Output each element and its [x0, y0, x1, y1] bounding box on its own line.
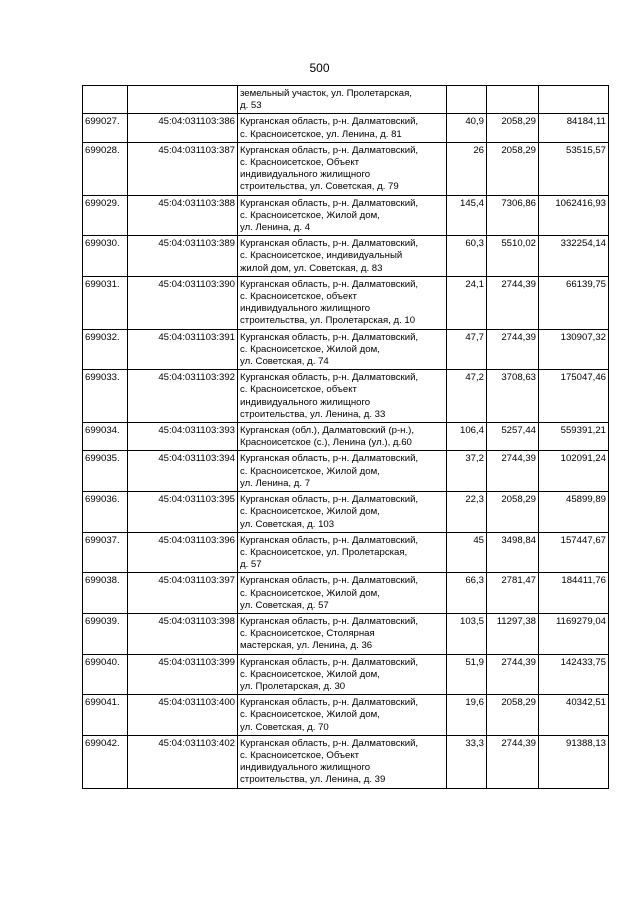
- unit-value-cell: 2058,29: [487, 142, 539, 195]
- address-cell: [238, 492, 447, 533]
- cadastral-value-cell: 45899,89: [539, 492, 609, 533]
- unit-value-cell: 2058,29: [487, 695, 539, 736]
- unit-value-cell: 2058,29: [487, 114, 539, 142]
- address-line: с. Красноисетское, Жилой дом,: [240, 587, 380, 599]
- area-cell: 51,9: [447, 654, 487, 695]
- unit-value-cell: 5257,44: [487, 423, 539, 451]
- cadastral-value-cell: 84184,11: [539, 114, 609, 142]
- address-line: Курганская (обл.), Далматовский (р-н.),: [240, 425, 415, 437]
- cadastral-value-cell: 332254,14: [539, 236, 609, 277]
- unit-value-cell: 2744,39: [487, 654, 539, 695]
- row-number-cell: [83, 86, 128, 114]
- address-line: индивидуального жилищного: [240, 762, 371, 774]
- address-line: с. Красноисетское, Жилой дом,: [240, 709, 380, 721]
- address-line: Курганская область, р-н. Далматовский,: [240, 534, 419, 546]
- cadastral-value-cell: 1169279,04: [539, 613, 609, 654]
- address-line: ул. Советская, д. 57: [240, 599, 329, 611]
- address-line: индивидуального жилищного: [240, 303, 371, 315]
- cadastral-table: [82, 85, 609, 789]
- unit-value-cell: [487, 86, 539, 114]
- address-cell: [238, 142, 447, 195]
- cadastral-number-cell: 45:04:031103:393: [128, 423, 238, 451]
- cadastral-value-cell: 175047,46: [539, 370, 609, 423]
- cadastral-number-cell: [128, 86, 238, 114]
- address-line: индивидуального жилищного: [240, 169, 371, 181]
- cadastral-number-cell: 45:04:031103:402: [128, 735, 238, 788]
- table-row: [83, 573, 609, 614]
- address-line: с. Красноисетское, Объект: [240, 157, 360, 169]
- table-row: [83, 492, 609, 533]
- table-row: [83, 532, 609, 573]
- cadastral-number-cell: 45:04:031103:399: [128, 654, 238, 695]
- address-line: Курганская область, р-н. Далматовский,: [240, 575, 419, 587]
- cadastral-number-cell: 45:04:031103:394: [128, 451, 238, 492]
- page-number: 500: [309, 61, 330, 75]
- table-row: [83, 114, 609, 142]
- row-number-cell: 699027.: [83, 114, 128, 142]
- unit-value-cell: 3498,84: [487, 532, 539, 573]
- address-cell: [238, 654, 447, 695]
- address-cell: [238, 114, 447, 142]
- address-line: Курганская область, р-н. Далматовский,: [240, 238, 419, 250]
- address-line: Курганская область, р-н. Далматовский,: [240, 278, 419, 290]
- cadastral-number-cell: 45:04:031103:387: [128, 142, 238, 195]
- cadastral-number-cell: 45:04:031103:395: [128, 492, 238, 533]
- address-line: с. Красноисетское, индивидуальный: [240, 250, 403, 262]
- unit-value-cell: 2744,39: [487, 735, 539, 788]
- area-cell: 40,9: [447, 114, 487, 142]
- area-cell: 145,4: [447, 195, 487, 236]
- address-line: с. Красноисетское, Жилой дом,: [240, 506, 380, 518]
- row-number-cell: 699041.: [83, 695, 128, 736]
- address-line: с. Красноисетское, ул. Ленина, д. 81: [240, 128, 402, 140]
- cadastral-value-cell: 157447,67: [539, 532, 609, 573]
- table-row: [83, 142, 609, 195]
- address-cell: [238, 276, 447, 329]
- address-line: с. Красноисетское, объект: [240, 291, 357, 303]
- address-line: с. Красноисетское, Жилой дом,: [240, 343, 380, 355]
- table-row: [83, 654, 609, 695]
- unit-value-cell: 2744,39: [487, 451, 539, 492]
- cadastral-number-cell: 45:04:031103:396: [128, 532, 238, 573]
- address-cell: [238, 451, 447, 492]
- address-line: Курганская область, р-н. Далматовский,: [240, 197, 419, 209]
- unit-value-cell: 2058,29: [487, 492, 539, 533]
- address-line: индивидуального жилищного: [240, 396, 371, 408]
- address-line: Курганская область, р-н. Далматовский,: [240, 737, 419, 749]
- area-cell: 45: [447, 532, 487, 573]
- table-row: [83, 613, 609, 654]
- cadastral-value-cell: 1062416,93: [539, 195, 609, 236]
- cadastral-number-cell: 45:04:031103:397: [128, 573, 238, 614]
- address-line: Курганская область, р-н. Далматовский,: [240, 116, 419, 128]
- address-line: д. 53: [240, 100, 262, 112]
- row-number-cell: 699032.: [83, 329, 128, 370]
- address-cell: [238, 532, 447, 573]
- row-number-cell: 699030.: [83, 236, 128, 277]
- table-row: [83, 451, 609, 492]
- cadastral-number-cell: 45:04:031103:388: [128, 195, 238, 236]
- address-cell: [238, 370, 447, 423]
- cadastral-number-cell: 45:04:031103:386: [128, 114, 238, 142]
- table-row: [83, 423, 609, 451]
- cadastral-value-cell: 66139,75: [539, 276, 609, 329]
- address-line: ул. Советская, д. 70: [240, 721, 329, 733]
- unit-value-cell: 2744,39: [487, 329, 539, 370]
- area-cell: 37,2: [447, 451, 487, 492]
- cadastral-number-cell: 45:04:031103:398: [128, 613, 238, 654]
- area-cell: 24,1: [447, 276, 487, 329]
- row-number-cell: 699028.: [83, 142, 128, 195]
- table-row: [83, 735, 609, 788]
- row-number-cell: 699038.: [83, 573, 128, 614]
- table-row: [83, 276, 609, 329]
- address-line: д. 57: [240, 559, 262, 571]
- address-cell: [238, 236, 447, 277]
- row-number-cell: 699042.: [83, 735, 128, 788]
- cadastral-value-cell: [539, 86, 609, 114]
- area-cell: 19,6: [447, 695, 487, 736]
- area-cell: 47,7: [447, 329, 487, 370]
- address-line: Курганская область, р-н. Далматовский,: [240, 494, 419, 506]
- cadastral-value-cell: 130907,32: [539, 329, 609, 370]
- unit-value-cell: 5510,02: [487, 236, 539, 277]
- address-line: Курганская область, р-н. Далматовский,: [240, 372, 419, 384]
- cadastral-number-cell: 45:04:031103:389: [128, 236, 238, 277]
- table-row: [83, 695, 609, 736]
- cadastral-number-cell: 45:04:031103:400: [128, 695, 238, 736]
- area-cell: 103,5: [447, 613, 487, 654]
- address-line: ул. Советская, д. 103: [240, 518, 335, 530]
- unit-value-cell: 11297,38: [487, 613, 539, 654]
- area-cell: 66,3: [447, 573, 487, 614]
- table-row: [83, 236, 609, 277]
- address-line: с. Красноисетское, Жилой дом,: [240, 465, 380, 477]
- address-line: строительства, ул. Советская, д. 79: [240, 181, 399, 193]
- address-line: с. Красноисетское, Жилой дом,: [240, 668, 380, 680]
- address-line: с. Красноисетское, Объект: [240, 749, 360, 761]
- row-number-cell: 699029.: [83, 195, 128, 236]
- address-line: Красноисетское (с.), Ленина (ул.), д.60: [240, 437, 412, 449]
- address-line: с. Красноисетское, Столярная: [240, 628, 375, 640]
- table-body: [83, 86, 609, 789]
- cadastral-number-cell: 45:04:031103:390: [128, 276, 238, 329]
- area-cell: 22,3: [447, 492, 487, 533]
- area-cell: 26: [447, 142, 487, 195]
- address-line: земельный участок, ул. Пролетарская,: [240, 88, 412, 99]
- cadastral-value-cell: 102091,24: [539, 451, 609, 492]
- row-number-cell: 699040.: [83, 654, 128, 695]
- address-line: Курганская область, р-н. Далматовский,: [240, 144, 419, 156]
- unit-value-cell: 2744,39: [487, 276, 539, 329]
- row-number-cell: 699035.: [83, 451, 128, 492]
- address-line: ул. Пролетарская, д. 30: [240, 680, 346, 692]
- table-row: [83, 329, 609, 370]
- area-cell: 33,3: [447, 735, 487, 788]
- address-cell: [238, 423, 447, 451]
- address-cell: [238, 195, 447, 236]
- address-cell: [238, 86, 447, 114]
- address-line: Курганская область, р-н. Далматовский,: [240, 331, 419, 343]
- cadastral-value-cell: 40342,51: [539, 695, 609, 736]
- area-cell: [447, 86, 487, 114]
- row-number-cell: 699039.: [83, 613, 128, 654]
- unit-value-cell: 3708,63: [487, 370, 539, 423]
- table-row: [83, 195, 609, 236]
- address-line: с. Красноисетское, Жилой дом,: [240, 209, 380, 221]
- row-number-cell: 699031.: [83, 276, 128, 329]
- row-number-cell: 699034.: [83, 423, 128, 451]
- address-line: мастерская, ул. Ленина, д. 36: [240, 640, 373, 652]
- cadastral-value-cell: 53515,57: [539, 142, 609, 195]
- row-number-cell: 699033.: [83, 370, 128, 423]
- table-row: [83, 370, 609, 423]
- cadastral-value-cell: 142433,75: [539, 654, 609, 695]
- cadastral-number-cell: 45:04:031103:391: [128, 329, 238, 370]
- address-line: строительства, ул. Пролетарская, д. 10: [240, 315, 416, 327]
- row-number-cell: 699037.: [83, 532, 128, 573]
- address-line: Курганская область, р-н. Далматовский,: [240, 697, 419, 709]
- address-cell: [238, 735, 447, 788]
- table-row: [83, 86, 609, 114]
- cadastral-value-cell: 559391,21: [539, 423, 609, 451]
- area-cell: 106,4: [447, 423, 487, 451]
- address-line: с. Красноисетское, ул. Пролетарская,: [240, 546, 408, 558]
- area-cell: 47,2: [447, 370, 487, 423]
- address-cell: [238, 329, 447, 370]
- address-line: строительства, ул. Ленина, д. 39: [240, 774, 386, 786]
- address-cell: [238, 613, 447, 654]
- address-line: Курганская область, р-н. Далматовский,: [240, 656, 419, 668]
- address-line: строительства, ул. Ленина, д. 33: [240, 408, 386, 420]
- address-line: ул. Ленина, д. 4: [240, 222, 311, 234]
- address-line: жилой дом, ул. Советская, д. 83: [240, 262, 383, 274]
- address-line: ул. Советская, д. 74: [240, 356, 329, 368]
- address-line: ул. Ленина, д. 7: [240, 477, 311, 489]
- address-cell: [238, 573, 447, 614]
- cadastral-value-cell: 184411,76: [539, 573, 609, 614]
- cadastral-number-cell: 45:04:031103:392: [128, 370, 238, 423]
- unit-value-cell: 7306,86: [487, 195, 539, 236]
- address-line: Курганская область, р-н. Далматовский,: [240, 615, 419, 627]
- area-cell: 60,3: [447, 236, 487, 277]
- address-line: с. Красноисетское, объект: [240, 384, 357, 396]
- unit-value-cell: 2781,47: [487, 573, 539, 614]
- row-number-cell: 699036.: [83, 492, 128, 533]
- cadastral-value-cell: 91388,13: [539, 735, 609, 788]
- address-cell: [238, 695, 447, 736]
- address-line: Курганская область, р-н. Далматовский,: [240, 453, 419, 465]
